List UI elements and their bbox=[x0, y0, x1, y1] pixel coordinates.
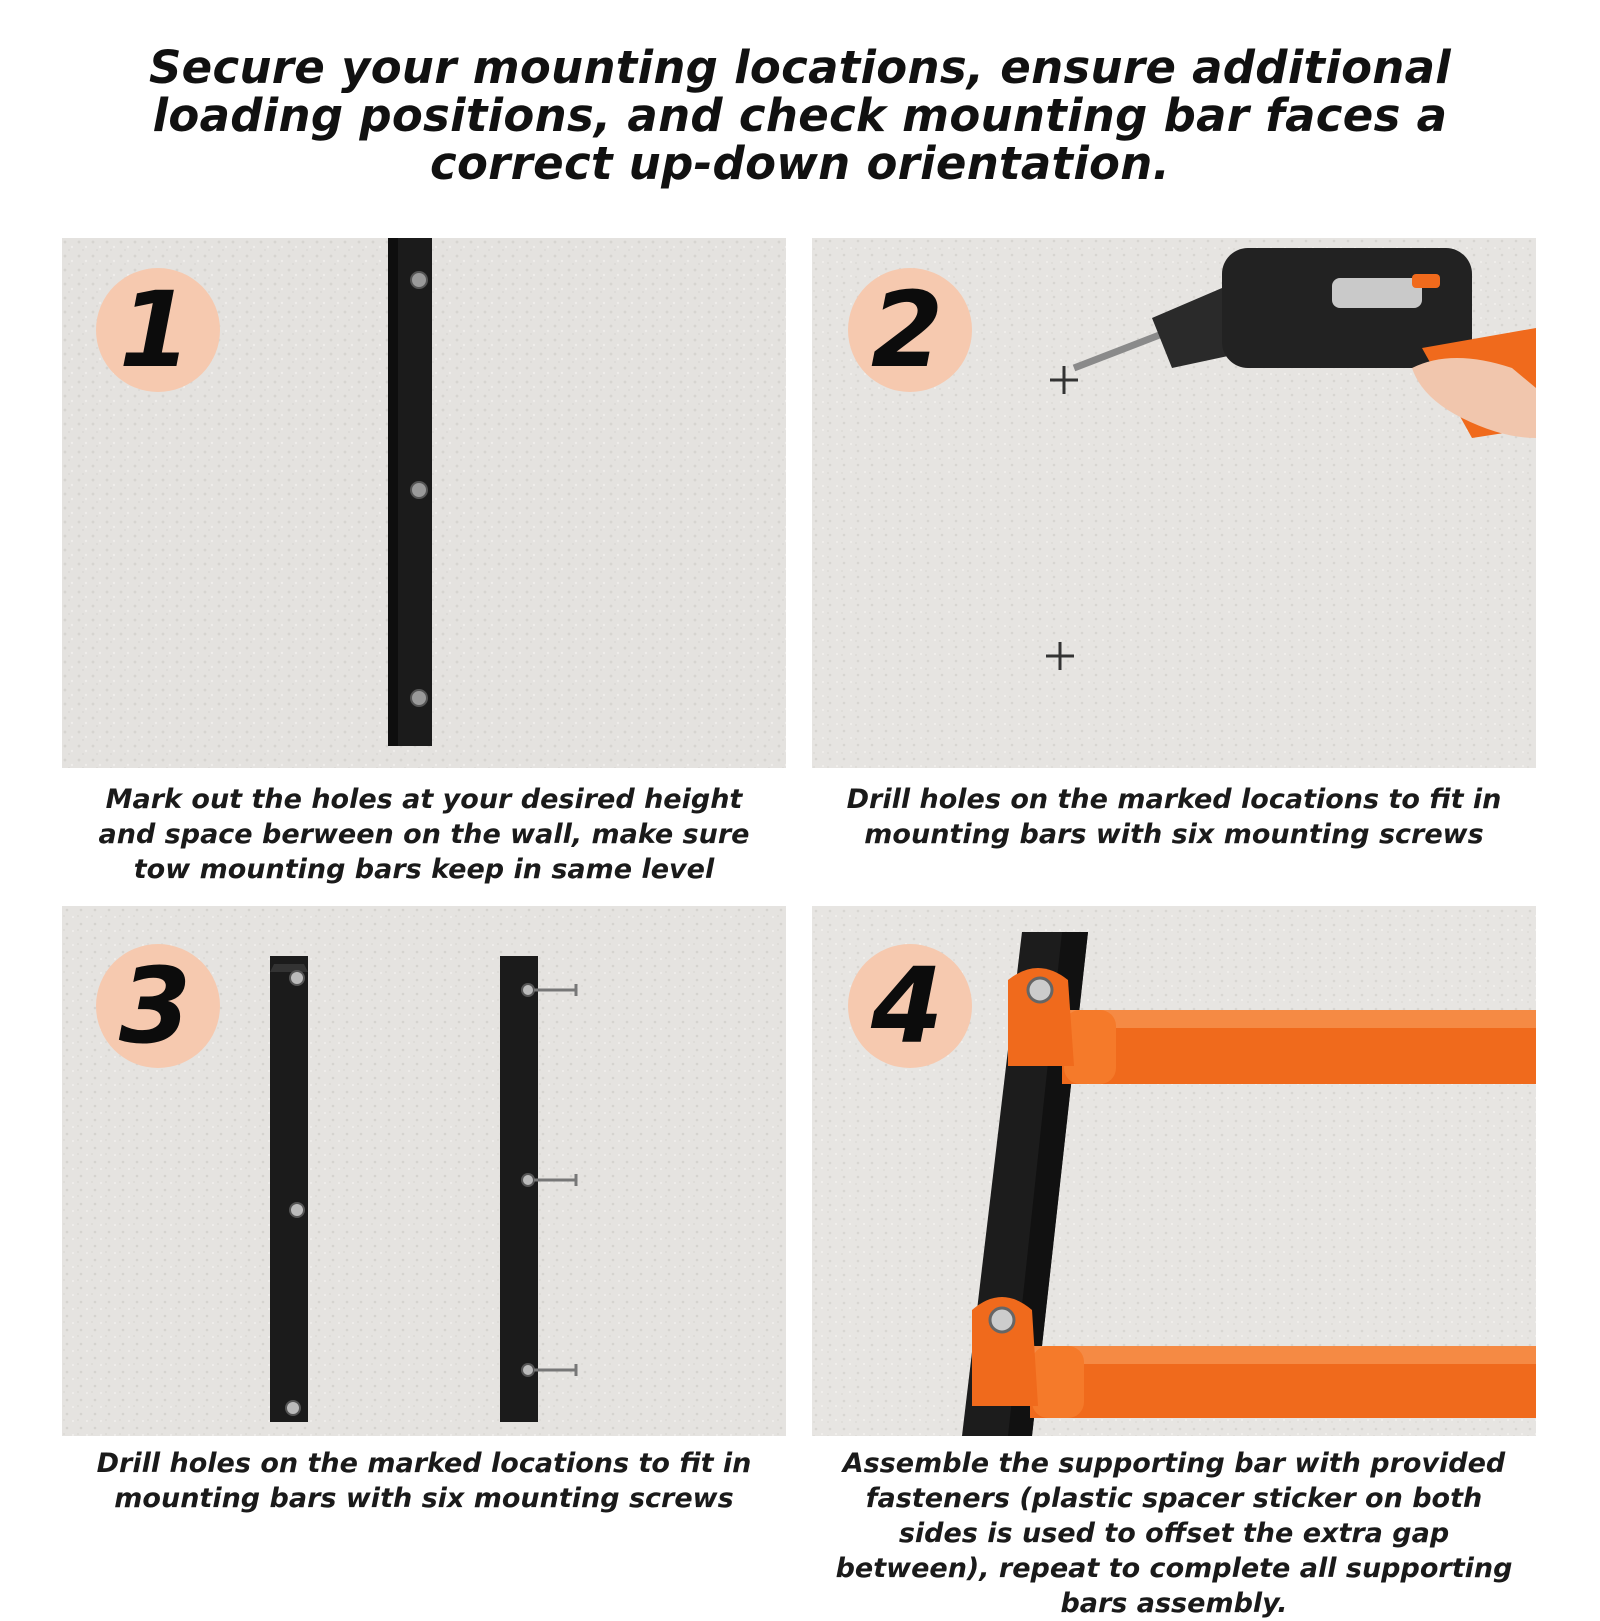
step-number-badge: 1 bbox=[96, 268, 220, 392]
step-2-caption: Drill holes on the marked locations to fit in mounting bars with six mounting screws bbox=[846, 784, 1502, 850]
step-1-caption: Mark out the holes at your desired height and space berween on the wall, make sure tow mounting bars keep in same level bbox=[98, 784, 750, 885]
step-number-badge: 3 bbox=[96, 944, 220, 1068]
step-3-panel bbox=[62, 906, 786, 1436]
step-number-badge: 2 bbox=[848, 268, 972, 392]
page-heading: Secure your mounting locations, ensure additional loading positions, and check mounting bar faces a correct up-down orientation. bbox=[148, 41, 1452, 190]
step-4-caption: Assemble the supporting bar with provided fasteners (plastic spacer sticker on both sides is used to offset the extra gap between), repeat to complete all supporting bars assembly. bbox=[835, 1448, 1513, 1619]
step-number-badge: 4 bbox=[848, 944, 972, 1068]
step-1-panel bbox=[62, 238, 786, 768]
step-2-panel bbox=[812, 238, 1536, 768]
step-4-panel bbox=[812, 906, 1536, 1436]
step-3-caption: Drill holes on the marked locations to fit in mounting bars with six mounting screws bbox=[96, 1448, 752, 1514]
